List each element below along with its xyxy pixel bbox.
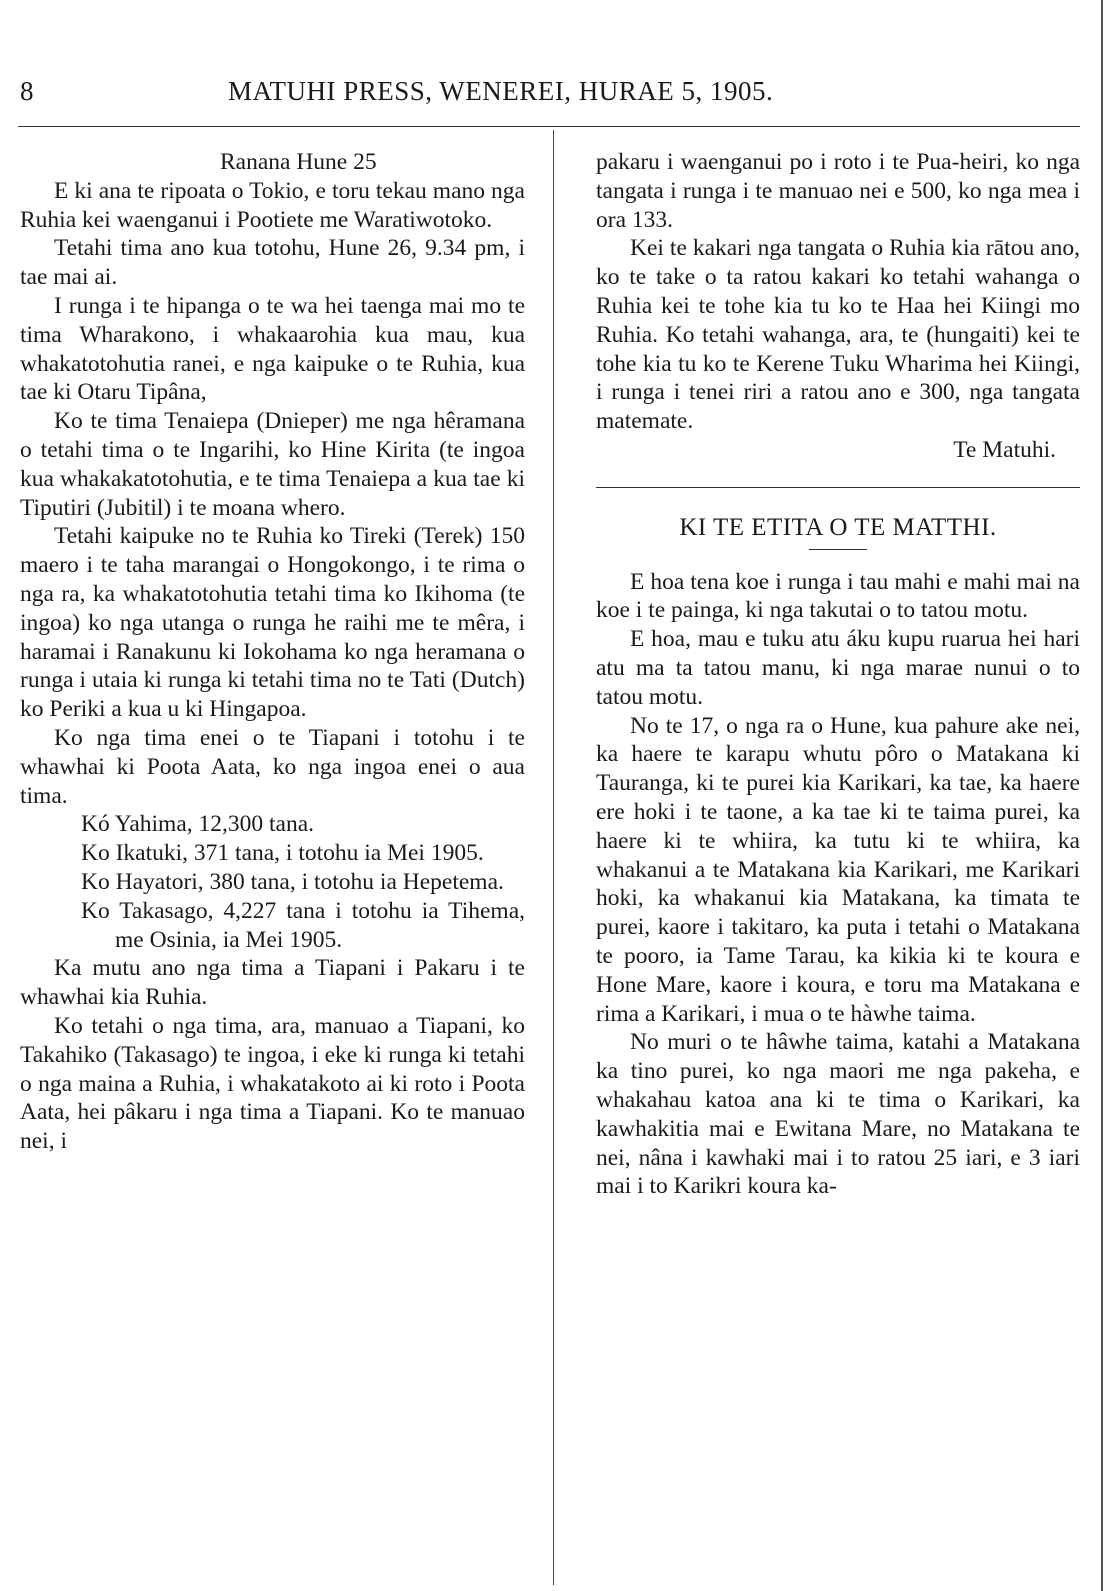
letter-paragraph: E hoa tena koe i runga i tau mahi e mahi mai na koe i te painga, ki nga takutai o to tatou motu.	[596, 568, 1080, 624]
article-paragraph: Ko tetahi o nga tima, ara, manuao a Tiapani, ko Takahiko (Takasago) te ingoa, i eke ki runga ki tetahi o nga maina a Ruhia, i whakatakoto ai ki roto i Poota Aata, hei pâkaru i nga tima a Tiapani. Ko te manuao nei, i	[20, 1012, 525, 1155]
ship-list-item: Kó Yahima, 12,300 tana.	[81, 811, 315, 838]
article-paragraph: Tetahi kaipuke no te Ruhia ko Tireki (Terek) 150 maero i te taha marangai o Hongokongo, i te rima o nga ra, ka whakatotohutia tetahi tima ko Ikihoma (te ingoa) ko nga utanga o runga he raihi me te mêra, i haramai i Ranakunu ki Iokohama ko nga heramana o runga i utaia ki runga ki tetahi tima no te Tati (Dutch) ko Periki a kua u ki Hingapoa.	[20, 523, 525, 723]
signature: Te Matuhi.	[953, 436, 1056, 463]
ship-list-item: Ko Hayatori, 380 tana, i totohu ia Hepetema.	[81, 868, 504, 895]
letter-paragraph: No te 17, o nga ra o Hune, kua pahure ake nei, ka haere te karapu whutu pôro o Matakana ki Tauranga, ki te purei kia Karikari, ka tae, ka haere ere hoki i te taone, a ka tae ki te taima purei, ka haere ki te whiira, ka tutu ki te whiira, ka whakanui a te Matakana kia Karikari, me Karikari hoki, ka whakanui kia Matakana, ka timata te purei, kaore i takitaro, ka puta i tetahi o Matakana te pooro, ia Tame Tarau, ka kikia ki te koura e Hone Mare, kaore i koura, e toru ma Matakana e rima a Karikari, i mua o te hàwhe taima.	[596, 712, 1080, 1027]
ship-list-item: Ko Takasago, 4,227 tana i totohu ia Tihema, me Osinia, ia Mei 1905.	[81, 897, 525, 953]
page-number: 8	[20, 76, 34, 106]
article-paragraph: Ko te tima Tenaiepa (Dnieper) me nga hêramana o tetahi tima o te Ingarihi, ko Hine Kirita (te ingoa kua whakakatotohutia, e te tima Tenaiepa a kua tae ki Tiputiri (Jubitil) i te moana whero.	[20, 408, 525, 521]
article-paragraph: Kei te kakari nga tangata o Ruhia kia rātou ano, ko te take o ta ratou kakari ko tetahi wahanga o Ruhia kei te tohe kia tu ko te Haa hei Kiingi mo Ruhia. Ko tetahi wahanga, ara, te (hungaiti) kei te tohe kia tu ko te Kerene Tuku Wharima hei Kiingi, i runga i tenei riri a ratou ano e 300, nga tangata matemate.	[596, 235, 1080, 435]
article-paragraph: E ki ana te ripoata o Tokio, e toru tekau mano nga Ruhia kei waenganui i Pootiete me Waratiwotoko.	[20, 177, 525, 233]
title-underline	[809, 549, 867, 550]
right-column	[596, 148, 1080, 1201]
article-paragraph: Ko nga tima enei o te Tiapani i totohu i te whawhai ki Poota Aata, ko nga ingoa enei o aua tima.	[20, 724, 525, 809]
masthead: MATUHI PRESS, WENEREI, HURAE 5, 1905.	[228, 76, 774, 106]
article-paragraph: I runga i te hipanga o te wa hei taenga mai mo te tima Wharakono, i whakaarohia kua mau, kua whakatotohutia ranei, e nga kaipuke o te Ruhia, kua tae ki Otaru Tipâna,	[20, 292, 525, 406]
section-title: KI TE ETITA O TE MATTHI.	[679, 513, 997, 541]
left-column	[20, 148, 525, 1156]
dateline: Ranana Hune 25	[220, 149, 377, 175]
column-divider	[553, 130, 554, 1585]
ship-list-item: Ko Ikatuki, 371 tana, i totohu ia Mei 1905.	[81, 840, 484, 867]
letter-paragraph: No muri o te hâwhe taima, katahi a Matakana ka tino purei, ko nga maori me nga pakeha, e whakahau katoa ana ki te tima o Karikari, ka kawhakitia mai e Ewitana Mare, no Matakana te nei, nâna i kawhaki mai i to ratou 25 iari, e 3 iari mai i to Karikri koura ka-	[596, 1029, 1080, 1200]
section-rule	[596, 487, 1080, 488]
page-edge-rule	[1101, 0, 1103, 1591]
header-rule	[18, 126, 1080, 127]
article-paragraph: Ka mutu ano nga tima a Tiapani i Pakaru i te whawhai kia Ruhia.	[20, 955, 525, 1011]
letter-paragraph: E hoa, mau e tuku atu áku kupu ruarua hei hari atu ma ta tatou manu, ki nga marae nunui o to tatou motu.	[596, 626, 1080, 710]
article-paragraph: Tetahi tima ano kua totohu, Hune 26, 9.34 pm, i tae mai ai.	[20, 235, 525, 291]
page-header	[18, 72, 1098, 112]
article-paragraph: pakaru i waenganui po i roto i te Pua-heiri, ko nga tangata i runga i te manuao nei e 500, ko nga mea i ora 133.	[596, 149, 1080, 233]
